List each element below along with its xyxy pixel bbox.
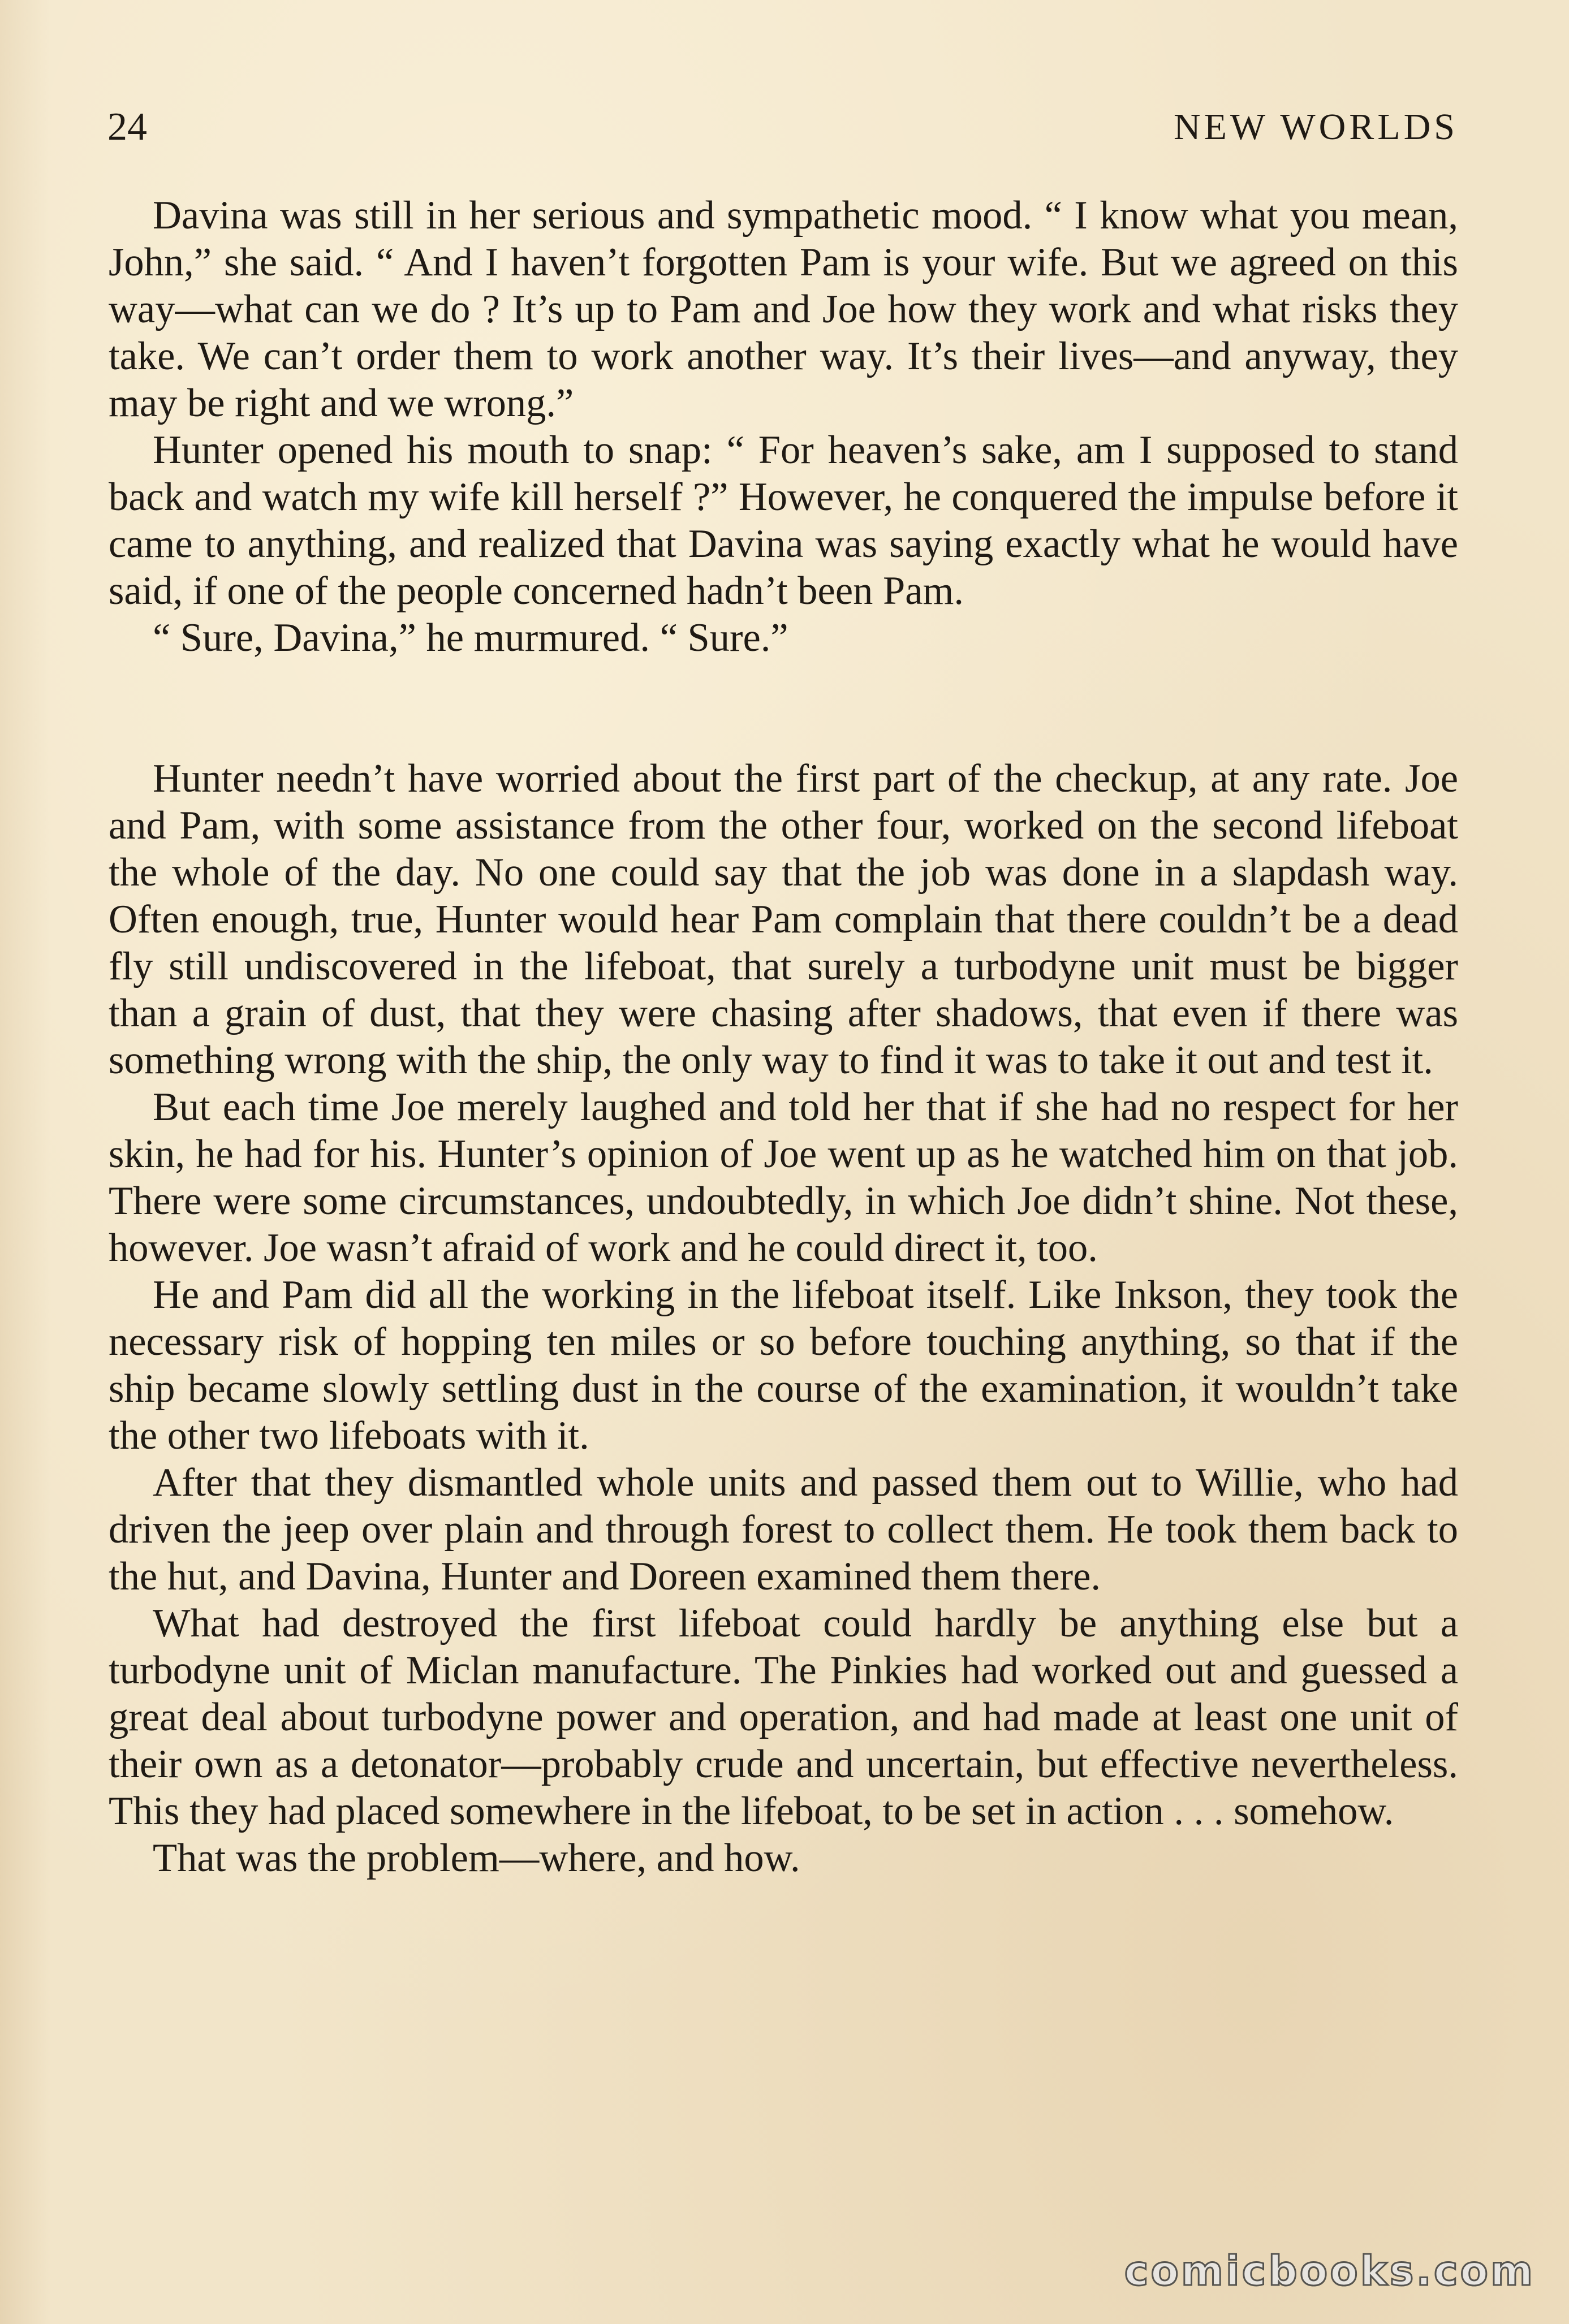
paragraph: “ Sure, Davina,” he murmured. “ Sure.” [153,616,788,660]
paragraph: But each time Joe merely laughed and told her that if she had no respect for her skin, he had for his. Hunter’s opinion of Joe went up as he watched him on that job. There were some circumstances, undoubtedly, in which Joe didn’t shine. Not these, however. Joe wasn’t afraid of work and he could direct it, too. [109,1085,1458,1270]
body-text [109,192,1458,1882]
running-head: NEW WORLDS [1173,106,1458,148]
paragraph: He and Pam did all the working in the lifeboat itself. Like Inkson, they took the necessary risk of hopping ten miles or so before touching anything, so that if the ship became slowly settling dust in the course of the examination, it wouldn’t take the other two lifeboats with it. [109,1273,1458,1458]
paragraph: What had destroyed the first lifeboat could hardly be anything else but a turbodyne unit of Miclan manufacture. The Pinkies had worked out and guessed a great deal about turbodyne power and operation, and had made at least one unit of their own as a detonator—probably crude and uncertain, but effective nevertheless. This they had placed somewhere in the lifeboat, to be set in action . . . somehow. [109,1601,1458,1833]
paragraph: Hunter needn’t have worried about the first part of the checkup, at any rate. Joe and Pam, with some assistance from the other four, worked on the second lifeboat the whole of the day. No one could say that the job was done in a slapdash way. Often enough, true, Hunter would hear Pam complain that there couldn’t be a dead fly still undiscovered in the lifeboat, that surely a turbodyne unit must be bigger than a grain of dust, that they were chasing after shadows, that even if there was something wrong with the ship, the only way to find it was to take it out and test it. [109,757,1458,1082]
paragraph: After that they dismantled whole units and passed them out to Willie, who had driven the jeep over plain and through forest to collect them. He took them back to the hut, and Davina, Hunter and Doreen examined them there. [109,1461,1458,1599]
page-number: 24 [107,105,147,149]
paragraph: Davina was still in her serious and sympathetic mood. “ I know what you mean, John,” she said. “ And I haven’t forgotten Pam is your wife. But we agreed on this way—what can we do ? It’s up to Pam and Joe how they work and what risks they take. We can’t order them to work another way. It’s their lives—and anyway, they may be right and we wrong.” [109,193,1458,425]
watermark: comicbooks.com [1124,2247,1535,2295]
section-break [109,662,1458,755]
paragraph: Hunter opened his mouth to snap: “ For heaven’s sake, am I supposed to stand back and watch my wife kill herself ?” However, he conquered the impulse before it came to anything, and realized that Davina was saying exactly what he would have said, if one of the people concerned hadn’t been Pam. [109,428,1458,613]
paragraph: That was the problem—where, and how. [153,1836,800,1880]
page-header [107,96,1458,158]
